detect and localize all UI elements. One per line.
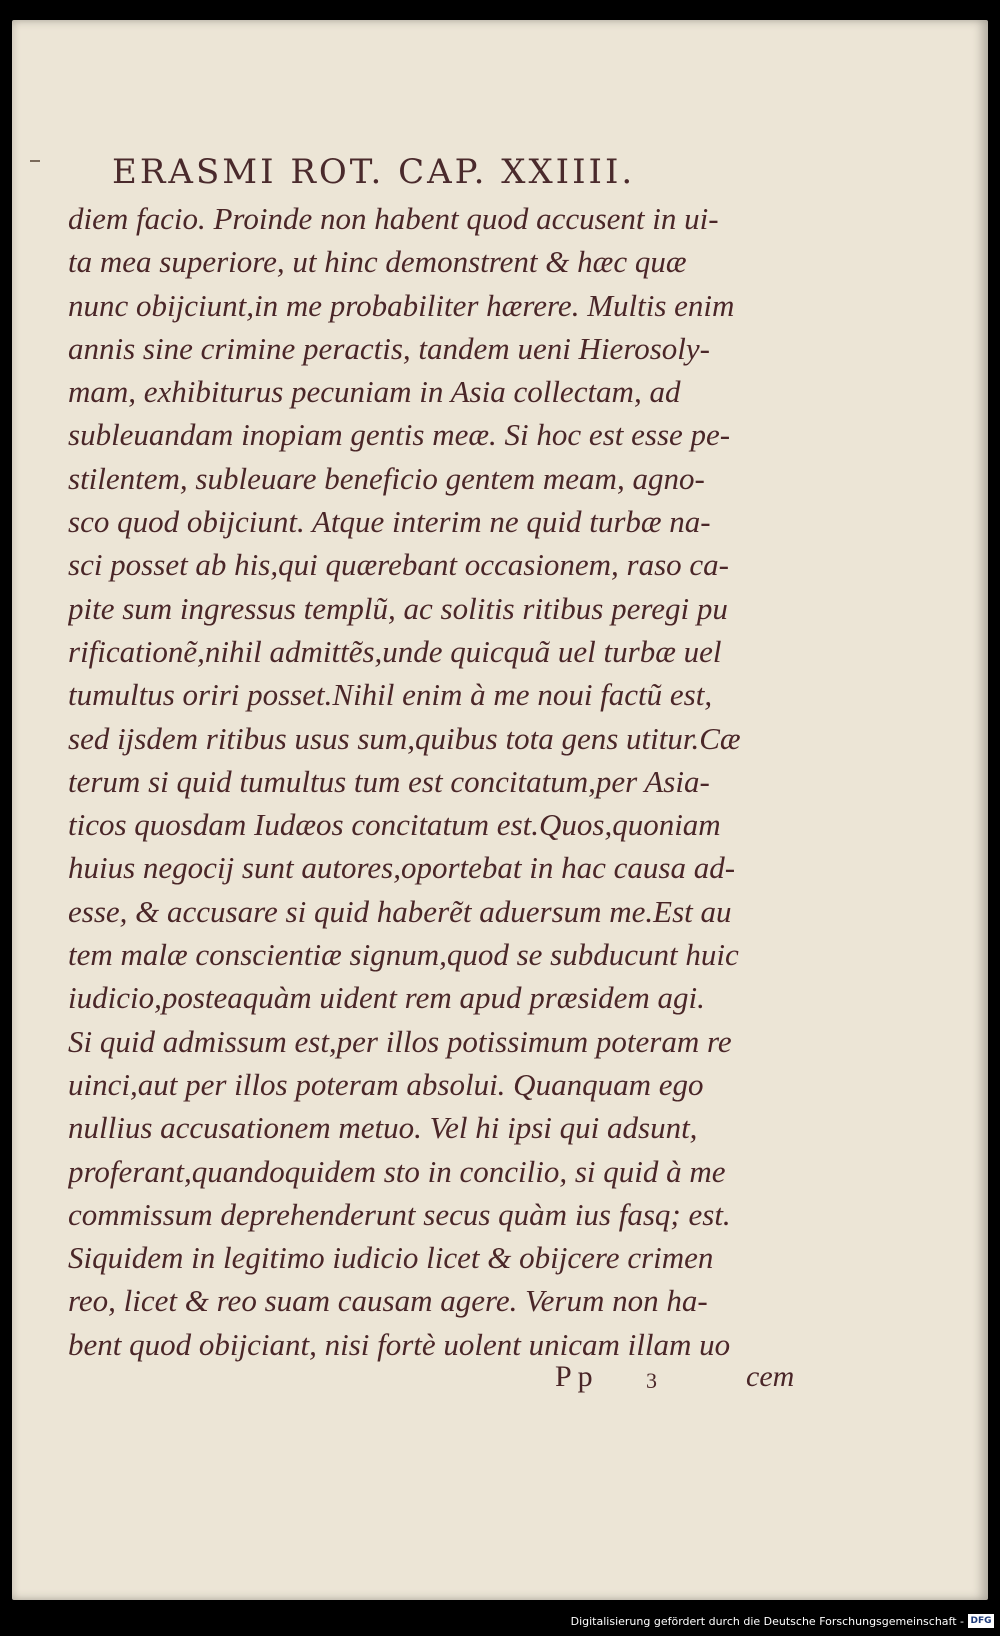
text-line: annis sine crimine peractis, tandem ueni Hierosoly- — [68, 330, 710, 366]
text-line: bent quod obijciant, nisi fortè uolent unicam illam uo — [68, 1326, 731, 1362]
text-line: proferant,quandoquidem sto in concilio, si quid à me — [68, 1153, 726, 1189]
text-line: Siquidem in legitimo iudicio licet & obijcere crimen — [68, 1240, 714, 1276]
digitization-bar — [0, 1600, 1000, 1636]
text-line: reo, licet & reo suam causam agere. Verum non ha- — [68, 1283, 708, 1319]
text-line: stilentem, subleuare beneficio gentem meam, agno- — [68, 460, 705, 496]
text-line: iudicio,posteaquàm uident rem apud præsidem agi. — [68, 980, 705, 1016]
text-line: Si quid admissum est,per illos potissimum poteram re — [68, 1023, 732, 1059]
text-line: nunc obijciunt,in me probabiliter hærere. Multis enim — [68, 287, 735, 323]
text-line: mam, exhibiturus pecuniam in Asia collectam, ad — [68, 374, 681, 410]
signature-mark: Pp — [555, 1360, 599, 1393]
text-line: sed ijsdem ritibus usus sum,quibus tota gens utitur.Cæ — [68, 720, 741, 756]
text-line: huius negocij sunt autores,oportebat in hac causa ad- — [68, 850, 736, 886]
text-line: tem malæ conscientiæ signum,quod se subducunt huic — [68, 937, 739, 973]
running-head: ERASMI ROT. CAP. XXIIII. — [112, 152, 636, 192]
text-line: sco quod obijciunt. Atque interim ne quid turbæ na- — [68, 504, 711, 540]
signature-number: 3 — [646, 1368, 657, 1393]
body-text — [68, 197, 808, 1366]
margin-mark — [30, 160, 40, 162]
text-line: sci posset ab his,qui quærebant occasionem, raso ca- — [68, 547, 729, 583]
text-line: pite sum ingressus templũ, ac solitis ritibus peregi pu — [68, 590, 728, 626]
text-line: tumultus oriri posset.Nihil enim à me noui factũ est, — [68, 677, 713, 713]
text-line: uinci,aut per illos poteram absolui. Quanquam ego — [68, 1066, 704, 1102]
text-line: commissum deprehenderunt secus quàm ius fasq; est. — [68, 1196, 731, 1232]
text-line: ta mea superiore, ut hinc demonstrent & hæc quæ — [68, 244, 687, 280]
text-line: esse, & accusare si quid haberẽt aduersum me.Est au — [68, 893, 732, 929]
text-line: subleuandam inopiam gentis meæ. Si hoc est esse pe- — [68, 417, 731, 453]
text-line: nullius accusationem metuo. Vel hi ipsi qui adsunt, — [68, 1110, 698, 1146]
text-line: terum si quid tumultus tum est concitatum,per Asia- — [68, 763, 710, 799]
digitization-credit: Digitalisierung gefördert durch die Deutsche Forschungsgemeinschaft - — [570, 1615, 964, 1628]
text-line: diem facio. Proinde non habent quod accusent in ui- — [68, 201, 719, 236]
catchword: cem — [746, 1360, 795, 1393]
dfg-logo: DFG — [968, 1614, 994, 1628]
text-line: rificationẽ,nihil admittẽs,unde quicquã uel turbæ uel — [68, 633, 722, 669]
text-line: ticos quosdam Iudæos concitatum est.Quos,quoniam — [68, 807, 721, 843]
